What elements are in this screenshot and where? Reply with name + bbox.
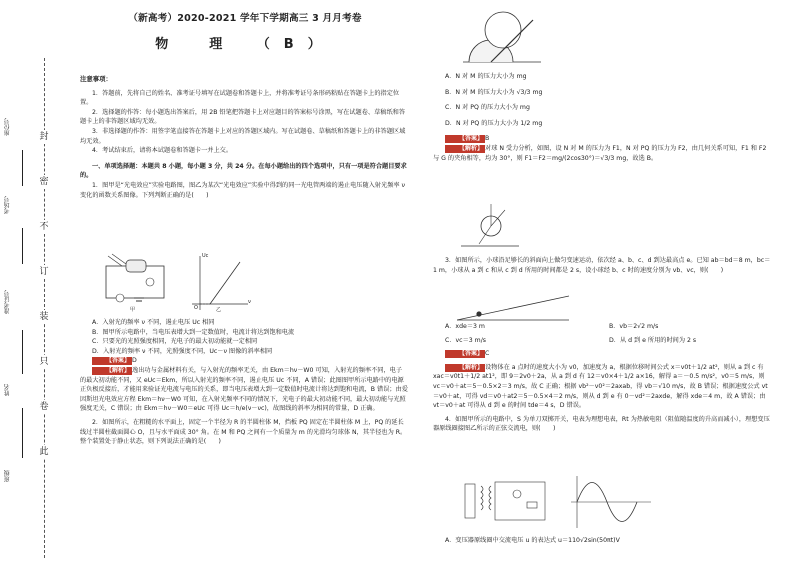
field-room-label: 考场号 bbox=[4, 196, 11, 214]
field-examno-line bbox=[22, 330, 23, 374]
left-column bbox=[80, 0, 408, 562]
q1-figure bbox=[100, 252, 260, 314]
notice-item-2: 2．选择题的作答：每小题选出答案后，用 2B 铅笔把答题卡上对应题目的答案标号涂黑，写在试题卷、草稿纸和答题卡上的非答题区域均无效。 bbox=[80, 108, 406, 126]
q4-figure bbox=[461, 474, 661, 532]
hemicylinder-ball-diagram bbox=[463, 6, 543, 66]
field-examno-label: 准考证号 bbox=[4, 290, 11, 314]
q3-analysis-tag: 【解析】 bbox=[445, 364, 485, 372]
q2-option-c: C．N 对 PQ 的压力大小为 mg bbox=[445, 104, 530, 112]
seal-char-1: 封 bbox=[37, 130, 51, 144]
transformer-circuit-and-waveform bbox=[461, 474, 661, 532]
subject-title: 物 理 （B） bbox=[155, 37, 335, 52]
field-room-line bbox=[22, 228, 23, 264]
field-class-label: 班级 bbox=[4, 470, 11, 482]
field-seat-line bbox=[22, 150, 23, 186]
q3-figure bbox=[457, 292, 577, 322]
q2-answer: B bbox=[485, 135, 490, 143]
seal-char-7: 卷 bbox=[37, 400, 51, 414]
q1-answer-tag: 【答案】 bbox=[92, 357, 132, 365]
seal-char-3: 不 bbox=[37, 220, 51, 234]
section1-title: 一、单项选择题：本题共 8 小题，每小题 3 分，共 24 分。在每小题给出的四个选项中，只有一项是符合题目要求的。 bbox=[80, 162, 407, 180]
q1-analysis: 逸出功与金属材料有关，与入射光的频率无关，由 Ekm＝hν－W0 可知，入射光的频率不同，电子的最大初动能不同，又 eUc＝Ekm，所以入射光的频率不同，遏止电压 Uc 不同，A 错误；此图图甲所示电路中的电源正负极反接后，才能用来验证光电流与电压的关系，即当电压表增大到一定数值时电流计将达到饱和电流，B 错误；由爱因斯坦光电效应方程 Ekm＝hν－W0 可知，在入射光频率不同的情况下，光电子的最大初动能不同，最大初动能与光照强度无关，C 错误；由 Ekm＝hν－W0＝eUc 可得 Uc＝h/e(ν－νc)，故图线的斜率为相同的常量，D 正确。 bbox=[80, 366, 408, 413]
q3-option-b: B．vb＝2√2 m/s bbox=[609, 323, 659, 330]
q1-fig-label-nu: ν bbox=[248, 299, 251, 305]
q3-analysis: 设物体在 a 点时的速度大小为 v0，加速度为 a，根据位移时间公式 x＝v0t＋1/2 at²，则从 a 到 c 有 xac＝v0t1＋1/2 at1²，即 9＝2v0＋2a，从 a 到 d 有 12＝v0×4＋1/2 a×16，解得 a＝－0.5 m/s²，v0＝5 m/s，则 vc＝v0＋at＝5－0.5×2＝3 m/s，故 C 正确；根据 vb²－v0²＝2axab，得 vb＝√10 m/s，故 B 错误；根据速度公式 vt＝v0＋at，可得 vd＝v0＋at2＝5－0.5×4＝2 m/s，则从 d 到 e 有 0－vd²＝2axde，解得 xde＝4 m，故 A 错误；由 vt＝v0＋at 可得从 d 到 e 的时间 tde＝4 s，D 错误。 bbox=[433, 363, 768, 410]
field-name-label: 姓名 bbox=[4, 384, 11, 396]
q3-answer-tag: 【答案】 bbox=[445, 350, 485, 358]
q2-option-d: D．N 对 PQ 的压力大小为 1/2 mg bbox=[445, 119, 543, 127]
q3-option-a: A．xde＝3 m bbox=[445, 323, 485, 330]
q1-fig-label-yi: 乙 bbox=[216, 307, 222, 313]
q1-answer: D bbox=[132, 357, 137, 365]
q3-stem: 3．如图所示，小球沿足够长的斜面向上做匀变速运动，依次经 a、b、c、d 到达最高点 e。已知 ab＝bd＝8 m，bc＝1 m，小球从 a 到 c 和从 c 到 d 所用的时间都是 2 s，设小球经 b、c 时的速度分别为 vb、vc，则( ) bbox=[433, 257, 771, 274]
q4-option-a: A．变压器原线圈中交流电压 u 的表达式 u＝110√2sin(50πt)V bbox=[445, 537, 620, 544]
incline-diagram bbox=[457, 292, 577, 322]
q1-analysis-tag: 【解析】 bbox=[92, 367, 132, 375]
q1-fig-label-o: O bbox=[194, 305, 198, 311]
q3-option-d: D．从 d 到 e 所用的时间为 2 s bbox=[609, 336, 697, 344]
q1-stem: 1．图甲是“光电效应”实验电路图，图乙为某次“光电效应”实验中得到的同一光电管两端的遏止电压随入射光频率 ν 变化的函数关系图像。下列判断正确的是( ) bbox=[80, 181, 405, 199]
q2-force-diagram bbox=[461, 200, 521, 250]
right-column bbox=[433, 0, 773, 562]
q2-option-a: A．N 对 M 的压力大小为 mg bbox=[445, 73, 527, 80]
q1-option-b: B．图甲所示电路中，当电压表增大到一定数值时，电流计将达到饱和电流 bbox=[92, 328, 295, 336]
q2-figure bbox=[463, 6, 543, 66]
seal-char-2: 密 bbox=[37, 175, 51, 189]
seal-char-6: 只 bbox=[37, 355, 51, 369]
notice-item-3: 3．非选择题的作答：用签字笔直接答在答题卡上对应的答题区域内。写在试题卷、草稿纸和答题卡上的非答题区域均无效。 bbox=[80, 127, 406, 145]
q2-analysis: 对球 N 受力分析，如图，设 N 对 M 的压力为 F1，N 对 PQ 的压力为 F2，由几何关系可知，F1 和 F2 与 G 的夹角相等，均为 30°，则 F1＝F2＝mg/(2cos30°)＝√3/3 mg，故选 B。 bbox=[433, 144, 767, 162]
exam-title: （新高考）2020-2021 学年下学期高三 3 月月考卷 bbox=[128, 13, 362, 24]
q1-option-a: A．入射光的频率 ν 不同，遏止电压 Uc 相同 bbox=[92, 319, 215, 326]
binding-margin bbox=[0, 0, 64, 562]
notice-item-1: 1．答题前，先将自己的姓名、准考证号填写在试题卷和答题卡上，并将准考证号条形码粘贴在答题卡上的指定位置。 bbox=[80, 89, 400, 107]
field-name-line bbox=[22, 408, 23, 458]
seal-char-4: 订 bbox=[37, 265, 51, 279]
seal-char-8: 此 bbox=[37, 445, 51, 459]
photoelectric-circuit-diagram bbox=[100, 252, 260, 314]
q2-stem: 2．如图所示，在粗糙的水平面上，固定一个半径为 R 的半圆柱体 M，挡板 PQ 固定在半圆柱体 M 上，PQ 的延长线过半圆柱截面圆心 O，且与水平面成 30° 角。在 M 和 PQ 之间有一个质量为 m 的光滑均匀球体 N，其半径也为 R。整个装置处于静止状态，则下列说法正确的是( ) bbox=[80, 418, 407, 446]
q3-option-c: C．vc＝3 m/s bbox=[445, 336, 486, 344]
notice-item-4: 4．考试结束后，请将本试题卷和答题卡一并上交。 bbox=[92, 147, 233, 155]
q1-fig-label-jia: 甲 bbox=[130, 307, 136, 313]
q2-answer-tag: 【答案】 bbox=[445, 135, 485, 143]
field-seat-label: 座位号 bbox=[4, 118, 11, 136]
seal-char-5: 装 bbox=[37, 310, 51, 324]
q1-option-c: C．只要光的光照强度相同，光电子的最大初动能就一定相同 bbox=[92, 338, 258, 346]
q2-analysis-tag: 【解析】 bbox=[445, 145, 485, 153]
q4-stem: 4．如图甲所示的电路中，S 为单刀双掷开关，电表为理想电表，Rt 为热敏电阻（阻值随温度的升高而减小），理想变压器原线圈接图乙所示的正弦交流电，则( ) bbox=[433, 415, 770, 433]
q3-answer: C bbox=[485, 350, 490, 358]
q1-fig-label-uc: Uc bbox=[202, 253, 209, 259]
q1-option-d: D．入射光的频率 ν 不同，光照强度不同，Uc－ν 图像的斜率相同 bbox=[92, 347, 273, 355]
force-analysis-diagram bbox=[461, 200, 521, 250]
q2-option-b: B．N 对 M 的压力大小为 √3/3 mg bbox=[445, 88, 543, 96]
notice-title: 注意事项： bbox=[80, 75, 112, 83]
